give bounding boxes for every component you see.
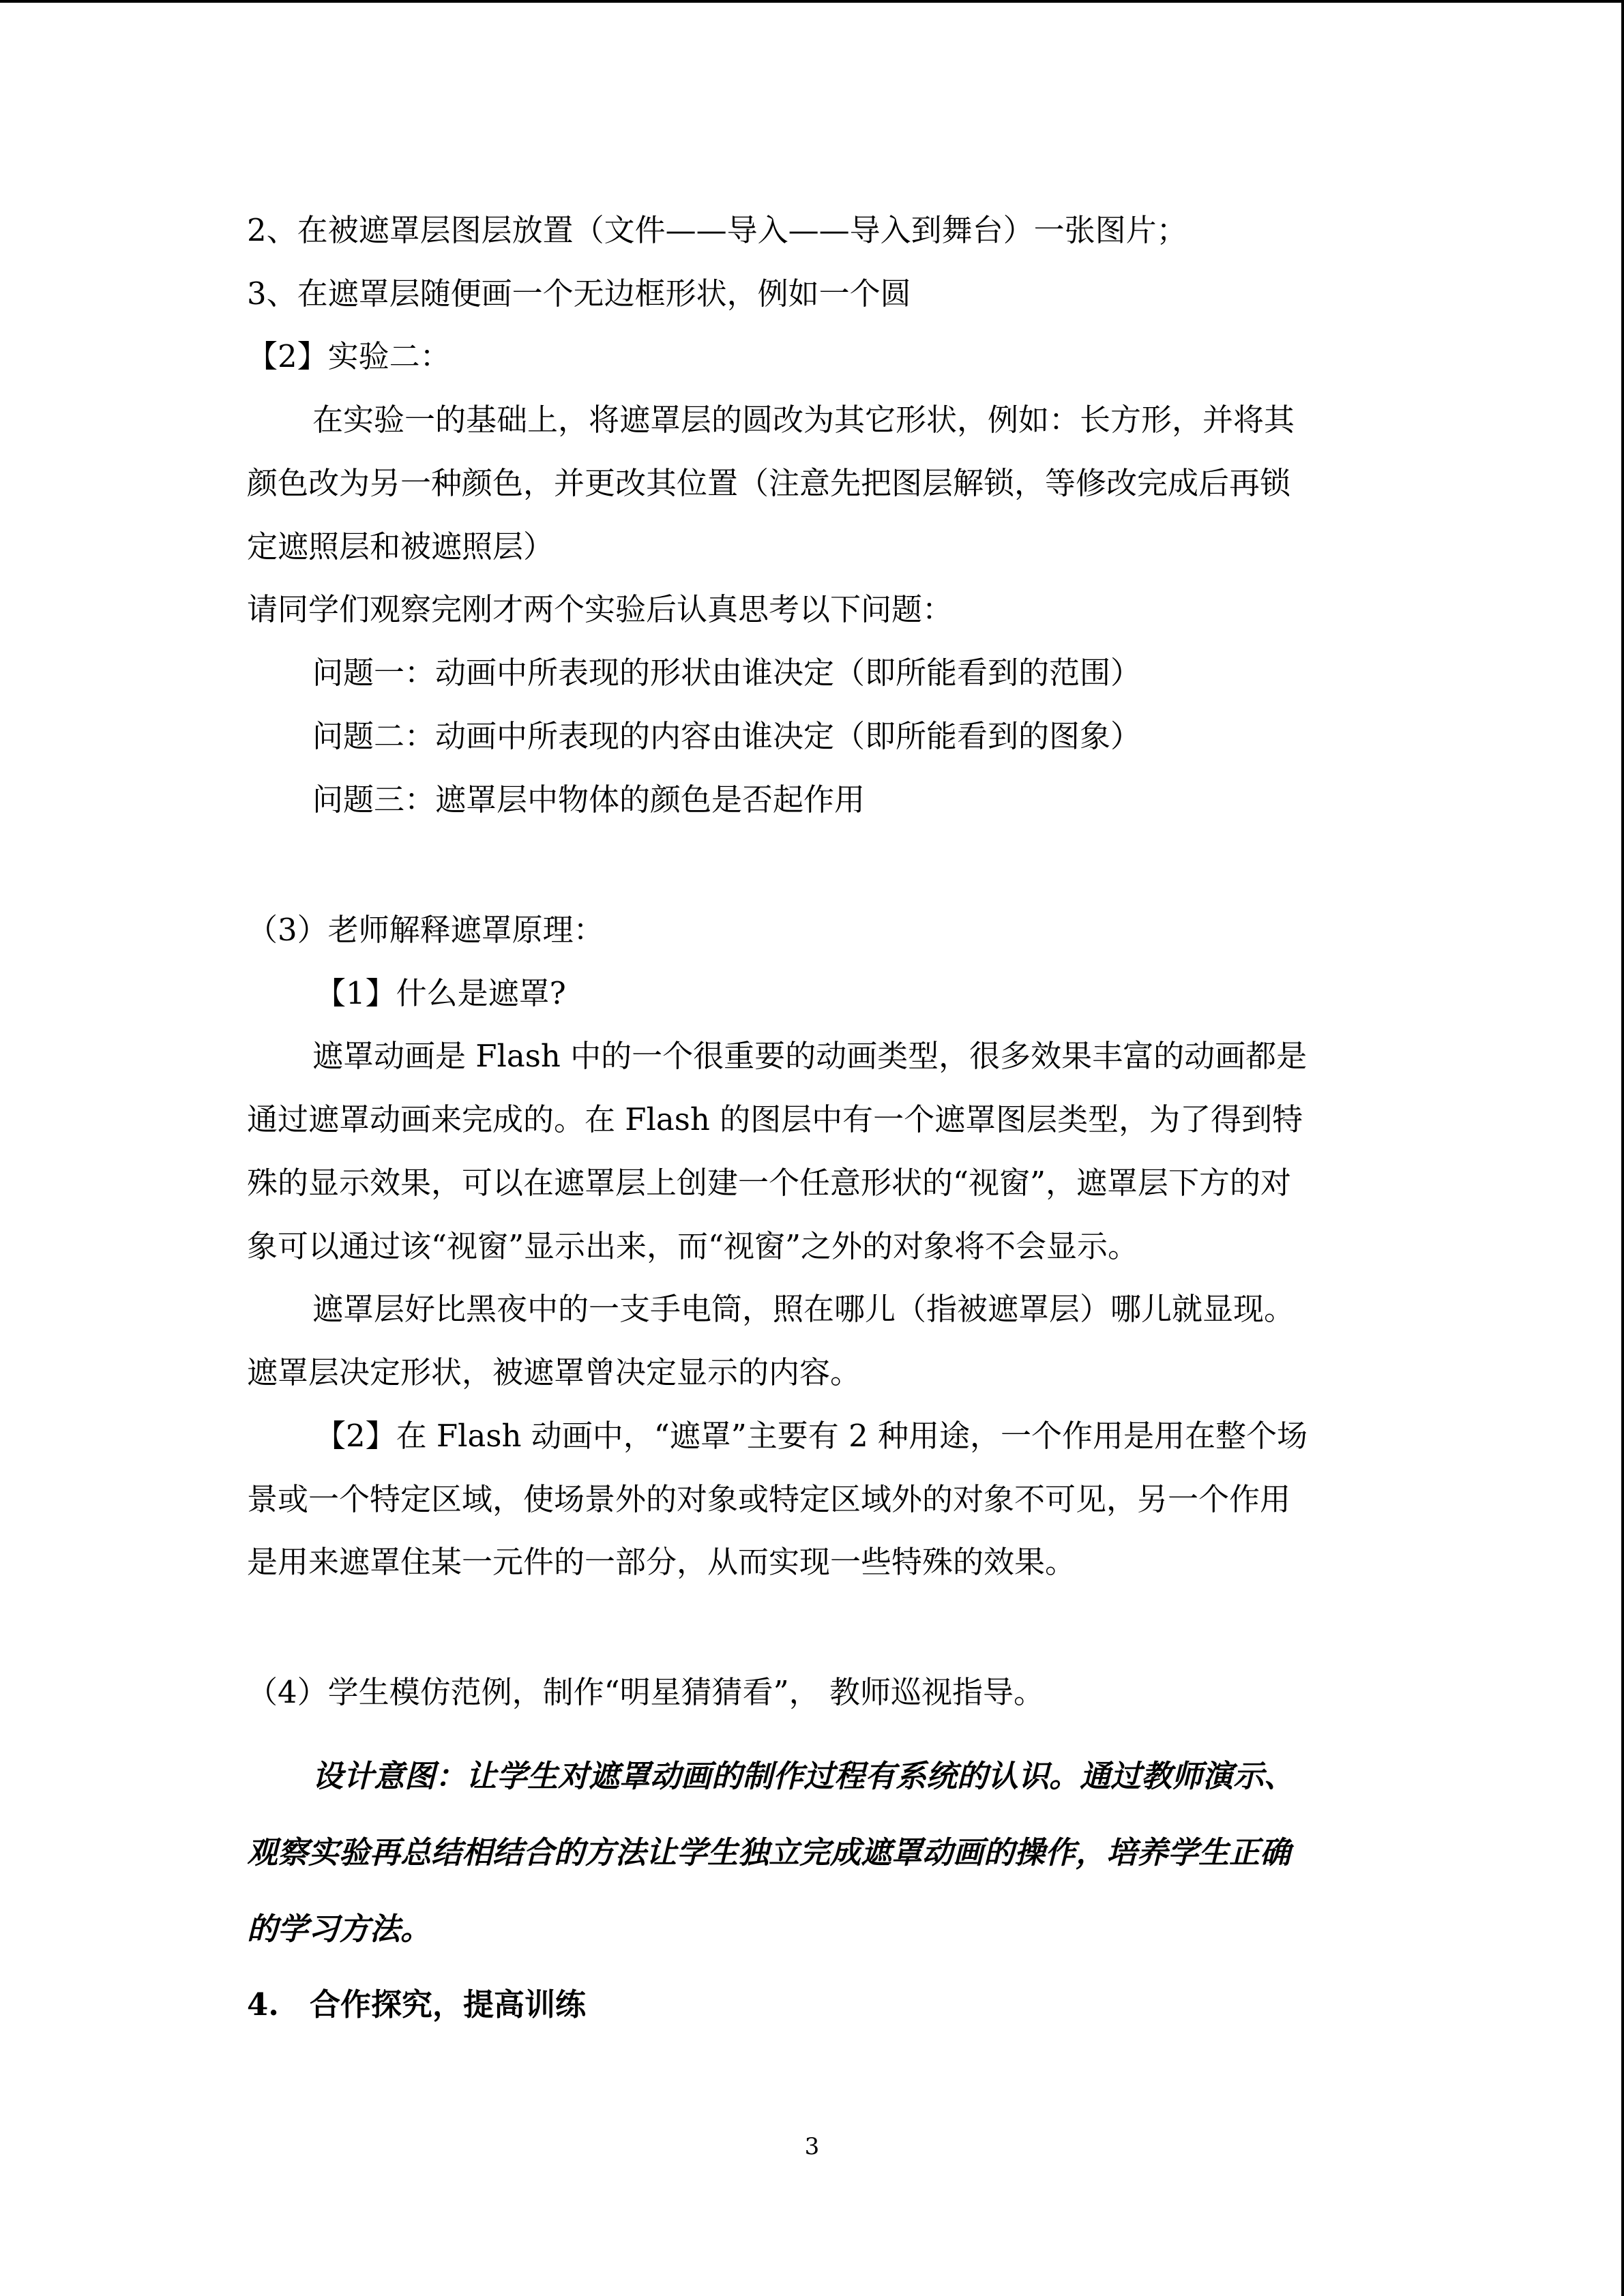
question-three: 问题三：遮罩层中物体的颜色是否起作用	[312, 781, 866, 818]
design-intent-line-2: 观察实验再总结相结合的方法让学生独立完成遮罩动画的操作，培养学生正确	[247, 1834, 1291, 1870]
uses-paragraph-line-2: 景或一个特定区域，使场景外的对象或特定区域外的对象不可见，另一个作用	[247, 1481, 1291, 1517]
step-3-text: 3、在遮罩层随便画一个无边框形状，例如一个圆	[247, 275, 911, 312]
mask-paragraph-line-3: 殊的显示效果，可以在遮罩层上创建一个任意形状的“视窗”，遮罩层下方的对	[247, 1165, 1292, 1201]
flashlight-paragraph-line-2: 遮罩层决定形状，被遮罩曾决定显示的内容。	[247, 1354, 861, 1390]
uses-paragraph-line-3: 是用来遮罩住某一元件的一部分，从而实现一些特殊的效果。	[247, 1544, 1076, 1580]
design-intent-line-1: 设计意图：让学生对遮罩动画的制作过程有系统的认识。通过教师演示、	[312, 1758, 1295, 1794]
experiment-two-heading: 【2】实验二：	[247, 338, 451, 374]
mask-paragraph-line-1: 遮罩动画是 Flash 中的一个很重要的动画类型，很多效果丰富的动画都是	[312, 1038, 1308, 1074]
step-2-text: 2、在被遮罩层图层放置（文件——导入——导入到舞台）一张图片；	[247, 212, 1187, 248]
what-is-mask-heading: 【1】什么是遮罩?	[315, 975, 566, 1011]
experiment-two-paragraph-line-1: 在实验一的基础上，将遮罩层的圆改为其它形状，例如：长方形，并将其	[312, 402, 1295, 438]
page-number: 3	[804, 2133, 820, 2160]
experiment-two-paragraph-line-3: 定遮照层和被遮照层）	[247, 528, 555, 565]
uses-paragraph-line-1: 【2】在 Flash 动画中，“遮罩”主要有 2 种用途，一个作用是用在整个场	[315, 1418, 1308, 1454]
flashlight-paragraph-line-1: 遮罩层好比黑夜中的一支手电筒，照在哪儿（指被遮罩层）哪儿就显现。	[312, 1291, 1295, 1327]
section-3-heading: （3）老师解释遮罩原理：	[247, 912, 604, 948]
mask-paragraph-line-4: 象可以通过该“视窗”显示出来，而“视窗”之外的对象将不会显示。	[247, 1228, 1139, 1264]
design-intent-line-3: 的学习方法。	[247, 1911, 432, 1947]
question-two: 问题二：动画中所表现的内容由谁决定（即所能看到的图象）	[312, 718, 1142, 754]
mask-paragraph-line-2: 通过遮罩动画来完成的。在 Flash 的图层中有一个遮罩图层类型，为了得到特	[247, 1101, 1303, 1137]
question-one: 问题一：动画中所表现的形状由谁决定（即所能看到的范围）	[312, 655, 1142, 691]
section-4-heading: （4）学生模仿范例，制作“明星猜猜看”， 教师巡视指导。	[247, 1674, 1044, 1710]
questions-intro: 请同学们观察完刚才两个实验后认真思考以下问题：	[247, 591, 954, 627]
experiment-two-paragraph-line-2: 颜色改为另一种颜色，并更改其位置（注意先把图层解锁，等修改完成后再锁	[247, 465, 1291, 501]
cooperative-inquiry-heading: 4. 合作探究，提高训练	[247, 1986, 586, 2023]
